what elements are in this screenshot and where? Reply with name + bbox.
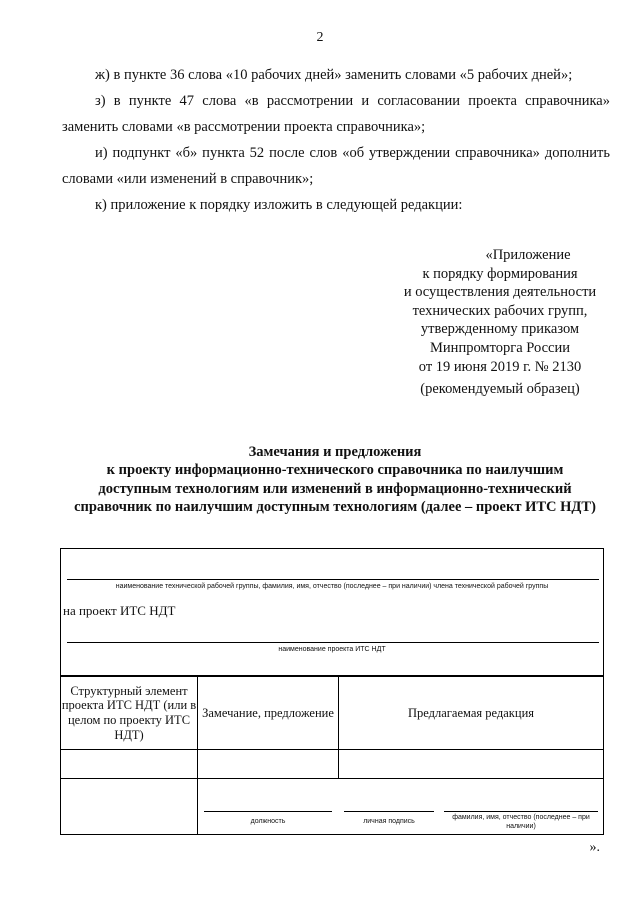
closing-mark: ».	[589, 840, 600, 855]
document-heading	[60, 443, 610, 517]
page-number: 2	[316, 30, 324, 45]
header-structural-element: Структурный элемент проекта ИТС НДТ (или в целом по проекту ИТС НДТ)	[61, 677, 198, 750]
name-caption: фамилия, имя, отчество (последнее – при наличии)	[452, 814, 590, 830]
signature-row	[61, 779, 604, 835]
member-form-box	[60, 548, 604, 676]
table-cell[interactable]	[61, 750, 198, 779]
table-row	[61, 750, 604, 779]
appendix-line: технических рабочих групп,	[412, 302, 588, 319]
table-cell[interactable]	[198, 750, 339, 779]
on-project-label: на проект ИТС НДТ	[63, 603, 176, 618]
signature-empty-cell	[61, 779, 198, 835]
paragraph-i: и) подпункт «б» пункта 52 после слов «об утверждении справочника» дополнить словами «или изменений в справочник»;	[62, 145, 610, 187]
position-caption: должность	[250, 818, 286, 825]
appendix-line: и осуществления деятельности	[403, 284, 597, 301]
header-remark: Замечание, предложение	[198, 677, 339, 750]
member-fill-line[interactable]	[67, 579, 599, 580]
paragraph-z: з) в пункте 47 слова «в рассмотрении и согласовании проекта справочника» заменить словами «в рассмотрении проекта справочника»;	[62, 93, 610, 135]
heading-line: справочник по наилучшим доступным технологиям (далее – проект ИТС НДТ)	[74, 499, 596, 516]
appendix-line: от 19 июня 2019 г. № 2130	[418, 358, 582, 375]
appendix-line: утвержденному приказом	[420, 321, 580, 338]
heading-line: к проекту информационно-технического справочника по наилучшим	[106, 462, 564, 479]
table-cell[interactable]	[339, 750, 604, 779]
appendix-line: Минпромторга России	[430, 339, 570, 356]
appendix-line: «Приложение	[485, 247, 571, 263]
appendix-block	[370, 246, 630, 399]
heading-line: доступным технологиям или изменений в информационно-технический	[98, 480, 572, 497]
name-line[interactable]	[444, 811, 598, 812]
member-caption: наименование технической рабочей группы, фамилия, имя, отчество (последнее – при наличии) члена технической рабочей группы	[115, 583, 549, 590]
appendix-line: к порядку формирования	[422, 265, 578, 282]
project-fill-line[interactable]	[67, 642, 599, 643]
appendix-note: (рекомендуемый образец)	[420, 381, 580, 398]
header-proposed-edition: Предлагаемая редакция	[339, 677, 604, 750]
signature-line[interactable]	[344, 811, 434, 812]
remarks-table	[60, 676, 604, 835]
position-line[interactable]	[204, 811, 332, 812]
project-caption: наименование проекта ИТС НДТ	[278, 646, 386, 653]
paragraph-zh: ж) в пункте 36 слова «10 рабочих дней» заменить словами «5 рабочих дней»;	[95, 67, 573, 83]
heading-line: Замечания и предложения	[248, 444, 422, 460]
signature-caption: личная подпись	[363, 818, 415, 825]
signature-cell	[198, 779, 604, 835]
table-header-row	[61, 677, 604, 750]
paragraph-k: к) приложение к порядку изложить в следующей редакции:	[95, 197, 463, 213]
